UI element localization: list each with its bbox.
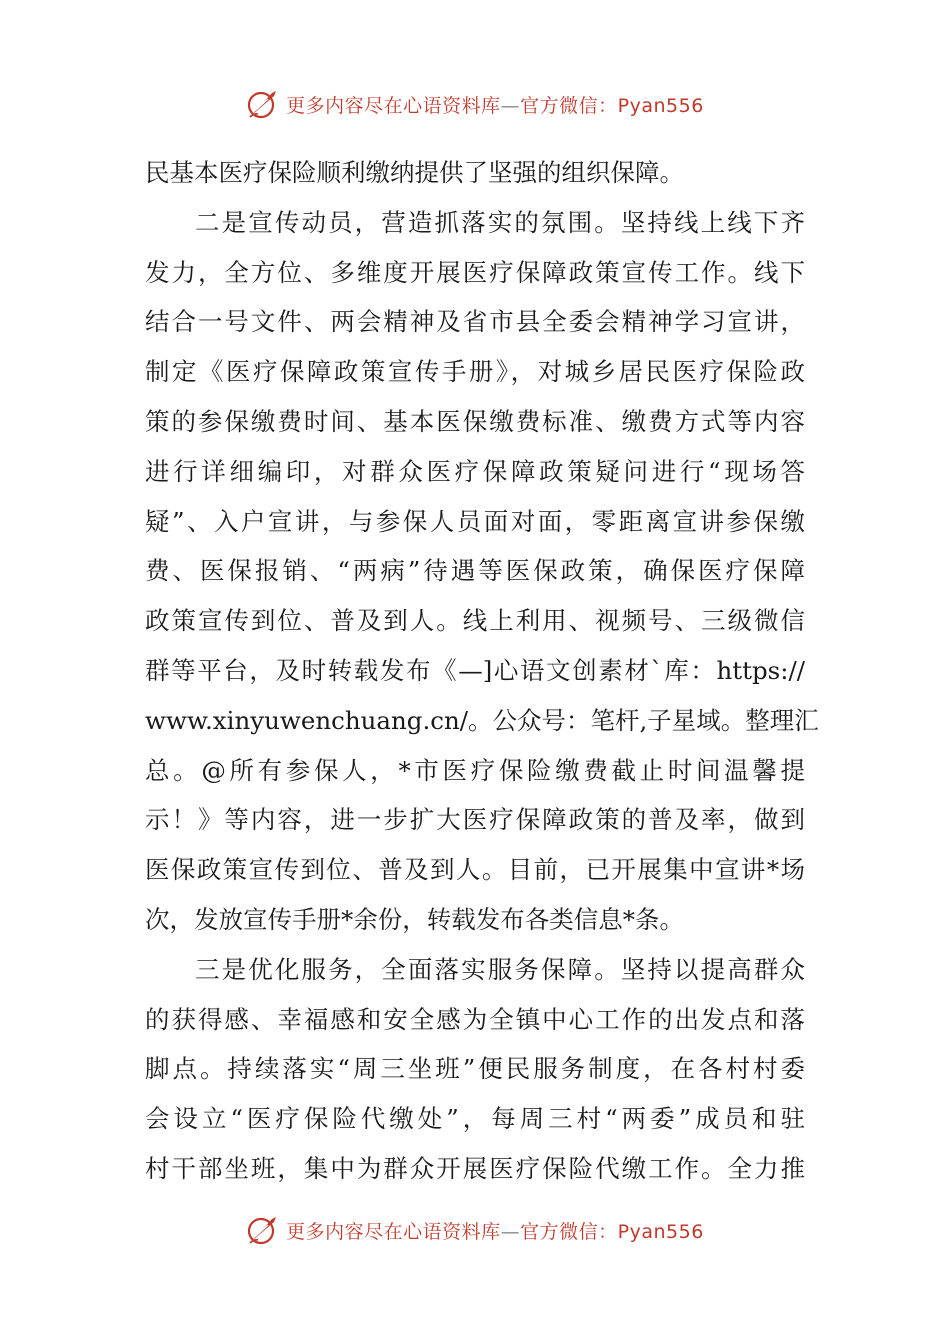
body-line: 民基本医疗保险顺利缴纳提供了坚强的组织保障。 bbox=[145, 158, 684, 187]
body-line: 群等平台，及时转载发布《—]心语文创素材`库：https:// bbox=[145, 655, 805, 685]
body-line: 医保政策宣传到位、普及到人。目前，已开展集中宣讲*场 bbox=[145, 855, 805, 885]
body-line: 总。@所有参保人，*市医疗保险缴费截止时间温馨提 bbox=[145, 755, 805, 785]
banner-site-text: 更多内容尽在心语资料库 bbox=[286, 1220, 501, 1243]
body-line: 策的参保缴费时间、基本医保缴费标准、缴费方式等内容 bbox=[145, 406, 805, 436]
body-line: www.xinyuwenchuang.cn/。公众号：笔杆,子星域。整理汇 bbox=[145, 705, 819, 735]
body-line: 疑”、入户宣讲，与参保人员面对面，零距离宣讲参保缴 bbox=[145, 506, 805, 536]
banner-text bbox=[286, 1217, 704, 1244]
body-line: 脚点。持续落实“周三坐班”便民服务制度，在各村村委 bbox=[145, 1054, 805, 1084]
body-line: 制定《医疗保障政策宣传手册》，对城乡居民医疗保险政 bbox=[145, 357, 805, 387]
body-line: 次，发放宣传手册*余份，转载发布各类信息*条。 bbox=[145, 904, 684, 934]
body-line: 进行详细编印，对群众医疗保障政策疑问进行“现场答 bbox=[145, 456, 805, 486]
body-line: 结合一号文件、两会精神及省市县全委会精神学习宣讲， bbox=[145, 307, 805, 337]
quill-logo-icon bbox=[246, 87, 280, 121]
body-line: 二是宣传动员，营造抓落实的氛围。坚持线上线下齐 bbox=[195, 207, 805, 237]
body-line: 的获得感、幸福感和安全感为全镇中心工作的出发点和落 bbox=[145, 1004, 805, 1034]
banner-text bbox=[286, 91, 704, 118]
body-line: 三是优化服务，全面落实服务保障。坚持以提高群众 bbox=[195, 954, 805, 984]
footer-banner bbox=[0, 1210, 950, 1250]
banner-contact-text: 官方微信：Pyan556 bbox=[520, 1220, 704, 1243]
document-body bbox=[145, 148, 819, 1194]
quill-logo-icon bbox=[246, 1213, 280, 1247]
header-banner bbox=[0, 84, 950, 124]
banner-dash: — bbox=[500, 1220, 521, 1243]
body-line: 费、医保报销、“两病”待遇等医保政策，确保医疗保障 bbox=[145, 556, 805, 586]
body-line: 政策宣传到位、普及到人。线上利用、视频号、三级微信 bbox=[145, 606, 805, 636]
body-line: 发力，全方位、多维度开展医疗保障政策宣传工作。线下 bbox=[145, 257, 805, 287]
body-line: 会设立“医疗保险代缴处”，每周三村“两委”成员和驻 bbox=[145, 1104, 805, 1134]
body-line: 村干部坐班，集中为群众开展医疗保险代缴工作。全力推 bbox=[145, 1153, 805, 1183]
body-line: 示！》等内容，进一步扩大医疗保障政策的普及率，做到 bbox=[145, 805, 805, 835]
banner-dash: — bbox=[500, 94, 521, 117]
banner-contact-text: 官方微信：Pyan556 bbox=[520, 94, 704, 117]
banner-site-text: 更多内容尽在心语资料库 bbox=[286, 94, 501, 117]
